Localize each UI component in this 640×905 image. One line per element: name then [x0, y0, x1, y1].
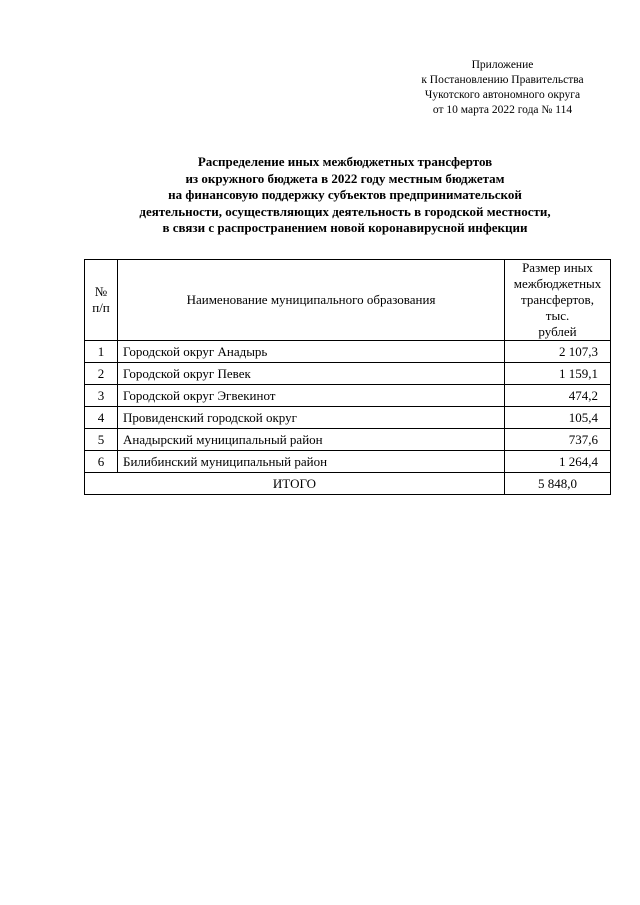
- title-line: в связи с распространением новой коронавирусной инфекции: [162, 220, 528, 235]
- column-header-number: № п/п: [85, 260, 118, 341]
- row-amount: 2 107,3: [505, 341, 611, 363]
- row-amount: 1 264,4: [505, 451, 611, 473]
- annex-block: [360, 58, 640, 118]
- row-number: 4: [85, 407, 118, 429]
- table-row: [85, 407, 611, 429]
- row-amount: 474,2: [505, 385, 611, 407]
- annex-line: Приложение: [471, 59, 534, 71]
- row-number: 6: [85, 451, 118, 473]
- row-name: Городской округ Эгвекинот: [118, 385, 505, 407]
- row-number: 3: [85, 385, 118, 407]
- title-line: деятельности, осуществляющих деятельность в городской местности,: [139, 203, 551, 219]
- title-line: из окружного бюджета в 2022 году местным бюджетам: [185, 170, 505, 186]
- row-number: 2: [85, 363, 118, 385]
- row-name: Анадырский муниципальный район: [118, 429, 505, 451]
- row-name: Городской округ Певек: [118, 363, 505, 385]
- title-line: Распределение иных межбюджетных трансфертов: [197, 154, 493, 169]
- table-row: [85, 451, 611, 473]
- title-line: на финансовую поддержку субъектов предпринимательской: [168, 187, 522, 202]
- row-amount: 737,6: [505, 429, 611, 451]
- allocation-table: [84, 259, 611, 495]
- annex-line: Чукотского автономного округа: [424, 89, 581, 101]
- column-header-name: Наименование муниципального образования: [118, 260, 505, 341]
- row-amount: 105,4: [505, 407, 611, 429]
- column-header-amount: Размер иных межбюджетных трансфертов, тыс. рублей: [505, 260, 611, 341]
- row-number: 5: [85, 429, 118, 451]
- table-row: [85, 429, 611, 451]
- row-amount: 1 159,1: [505, 363, 611, 385]
- row-number: 1: [85, 341, 118, 363]
- row-name: Городской округ Анадырь: [118, 341, 505, 363]
- table-row: [85, 385, 611, 407]
- table-header-row: [85, 260, 611, 341]
- row-name: Билибинский муниципальный район: [118, 451, 505, 473]
- total-label: ИТОГО: [85, 473, 505, 495]
- table-row: [85, 363, 611, 385]
- annex-line: от 10 марта 2022 года № 114: [432, 104, 573, 116]
- total-amount: 5 848,0: [505, 473, 611, 495]
- table-total-row: [85, 473, 611, 495]
- document-title: [70, 154, 620, 237]
- annex-line: к Постановлению Правительства: [421, 74, 584, 86]
- row-name: Провиденский городской округ: [118, 407, 505, 429]
- table-row: [85, 341, 611, 363]
